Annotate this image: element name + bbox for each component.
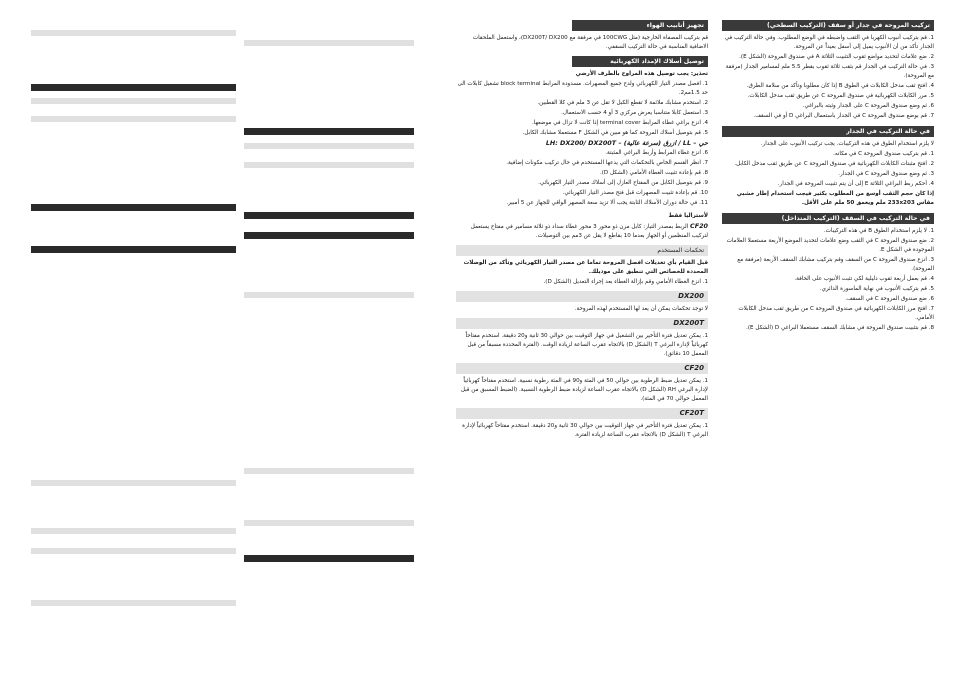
list-item: 7. قم بوضع صندوق المروحة C في الجدار باستعمال البراغي D أو في السقف. xyxy=(753,113,934,119)
paragraph: 1. يمكن تعديل فترة التأخير بين التشغيل في جهاز التوقيت بين حوالي 30 ثانية و20 دقيقة. استخدم مفتاحاً كهربائياً لإدارة البرغي T (الشكل D) بالاتجاه عقرب الساعة لزيادة الوقت. (الفترة المحددة مسبقاً من قبل المعمل 10 دقائق). xyxy=(465,333,708,357)
list-item: 5. مرر الكابلات الكهربائية في صندوق المروحة C عن طريق ثقب مدخل الكابلات. xyxy=(747,93,934,99)
paragraph: قبل القيام بأي تعديلات افصل المروحة تماما عن مصدر التيار الكهربائي وتأكد من الوصلات المحددة للخصائص التي تنطبق على موديلك. xyxy=(463,260,708,275)
page-stripe xyxy=(244,143,414,149)
list-item: 1. افصل مصدر التيار الكهربائي ولدح جمبع المصهرات. مسدودة المرابط block terminal تشغيل كابلات الى حد 1.5مم2. xyxy=(457,81,708,96)
list-item: 1. انزع الغطاء الأمامي وقم بإزالة الغطاء بعد إجراء التعديل (الشكل D). xyxy=(543,279,708,285)
list-item: 4. افتح ثقب مدخل الكابلات في الطوق B إذا كان مطلوبا وتأكد من سلامة الطرق. xyxy=(746,83,934,89)
australia-heading: لأستراليا فقط xyxy=(668,213,708,219)
list-item: 2. افتح مثبتات الكابلات الكهربائية في صندوق المروحة C عن طريق ثقب مدخل الكابل. xyxy=(734,161,934,167)
page-stripe xyxy=(244,292,414,298)
list-item: 3. ثم وضع صندوق المروحة C في الجدار. xyxy=(838,171,934,177)
list-item: 1. قم بتركيب أنبوب الكهربا في الثقب واضبطه في الوضع المطلوب. وفي حالة التركيب في الجدار تأكد من أن الأنبوب يميل إلى أسفل بعيداً عن المروحة. xyxy=(724,35,934,50)
list-item: 1. لا يلزم استخدام الطوق B في هذه التركيبات. xyxy=(823,228,934,234)
middle-column xyxy=(456,20,708,441)
list-item: 2. استخدم مشابك ملائمة لا تقطع الكبل لا تقل عن 3 ملم في كلا القطبين. xyxy=(537,100,708,106)
page-stripe xyxy=(244,212,414,219)
list-item: 2. ضع علامات لتحديد مواضع ثقوب التثبيت الثلاثة A في صندوق المروحة (الشكل E). xyxy=(739,54,934,60)
paragraph: لا توجد تحكمات يمكن أن يعد لها المستخدم لهذه المروحة. xyxy=(574,306,708,312)
section-header-wiring: توصيل أسلاك الإمداد الكهربائية xyxy=(572,56,708,67)
section-header-ceiling-mount: في حالة التركيب في السقف (التركيب المتداخل) xyxy=(722,213,934,224)
model-header-dx200: DX200 xyxy=(456,291,708,302)
model-header-cf20: CF20 xyxy=(456,363,708,374)
page-stripe xyxy=(31,528,236,534)
list-item: 6. ثم وضع صندوق المروحة C على الجدار وثبته بالبراغي. xyxy=(802,103,934,109)
paragraph: لا يلزم استخدام الطوق في هذه التركيبات. يجب تركيب الأنبوب على الجدار. xyxy=(760,141,934,147)
page-stripe xyxy=(244,128,414,135)
page-stripe xyxy=(244,555,414,562)
list-item: 2. ضع صندوق المروحة C في الثقب وضع علامات لتحديد الموضع الأربعة مستعملا العلامات الموجودة في الشكل E. xyxy=(726,238,934,253)
page-stripe xyxy=(244,232,414,239)
page-stripe xyxy=(31,246,236,253)
list-item: 10. قم بإعادة تثبيت المصهرات قبل فتح مصدر التيار الكهربائي. xyxy=(562,190,708,196)
paragraph: قم بتركيب المصفاة الخارجية (مثل 100CWG في مرفقة مع DX200T/ DX200)، واستعمل الملحقات الاضافية المناسبة في حالة التركيب السقفي. xyxy=(472,35,708,50)
page-stripe xyxy=(244,162,414,168)
page-stripe xyxy=(31,548,236,554)
list-item: 3. في حالة التركيب في الجدار قم بثقب ثلاثة ثقوب بقطر 5.5 ملم لمسامير الجدار (مرفقة مع المروحة). xyxy=(725,64,934,79)
paragraph: 1. يمكن تعديل فترة التأخير في جهاز التوقيت بين حوالي 30 ثانية و20 دقيقة. استخدم مفتاحاً كهربائياً لإدارة البرغي T (الشكل D) بالاتجاه عقرب الساعة لزيادة الفترة. xyxy=(462,423,708,438)
list-item: 9. قم بتوصيل الكابل من المفتاح العازل إلى أسلاك مصدر التيار الكهربائي. xyxy=(538,180,708,186)
paragraph: 1. يمكن تعديل ضبط الرطوبة بين حوالي 50 في المئة و90 في المئة رطوبة نسبية. استخدم مفتاحاً كهربائياً لإدارة البرغي RH (الشكل D) بالاتجاه عقرب الساعة لزيادة ضبط الرطوبة النسبية. (الضبط المسبق من قبل المعمل حوالي 70 في المئة). xyxy=(460,378,708,402)
warning-text: تحذير: يجب توصيل هذه المراوح بالطرف الأرضي xyxy=(575,71,708,77)
page-stripe xyxy=(31,116,236,122)
list-item: 1. قم بتركيب صندوق المروحة C في مكانه. xyxy=(833,151,934,157)
list-item: 4. انزع براغي غطاء المرابط terminal cover إذا كانت لا تزال في موضعها. xyxy=(532,120,708,126)
list-item: 8. قم بتثبيت صندوق المروحة في مشابك السقف مستعملا البراغي D (الشكل E). xyxy=(746,325,934,331)
paragraph: الربط بمصدر التيار: كابل مرن ذو محور 3 محور غطاء سداد ذو ثلاثة مسامير في مفتاح يستعمل لتركيب المنظمين أو الجهاز بعدما 10 بقاطع لا يقل عن 3مم بين التوصيلات. xyxy=(470,224,708,239)
page-stripe xyxy=(244,468,414,474)
paragraph: إذا كان حجم الثقب أوسع من المطلوب بكثير فيجب استخدام إطار خشبي مقاس 233x203 ملم ويعمق 50 ملم على الأقل. xyxy=(736,191,934,206)
section-header-user-controls: تحكمات المستخدم xyxy=(456,245,708,256)
section-header-air-ducts: تجهيز أنابيب الهواء xyxy=(572,20,708,31)
model-header-dx200t: DX200T xyxy=(456,318,708,329)
list-item: 4. أحكم ربط البراغي الثلاثة E إلى أن يتم تثبيت المروحة في الجدار. xyxy=(777,181,934,187)
page-stripe xyxy=(31,204,236,211)
page-stripe xyxy=(244,520,414,526)
list-item: 6. انزع غطاء المرابط وأربط البراغي المثبتة. xyxy=(605,150,708,156)
model-label: CF20 xyxy=(690,222,708,230)
list-item: 3. انزع صندوق المروحة C من السقف وقم بتركيب مشابك السقف الأربعة (مرفقة مع المروحة). xyxy=(737,257,934,272)
section-header-surface-mount: تركيب المروحة في جدار أو سقف (التركيب السطحي) xyxy=(722,20,934,31)
list-item: 6. ضع صندوق المروحة C في السقف. xyxy=(845,296,934,302)
models-line: حي – LL / ازرق (سرعة عالية) – LH: DX200/ DX200T xyxy=(545,139,708,147)
list-item: 7. افتح مرر الكابلات الكهربائية في صندوق المروحة C من طريق ثقب مدخل الكابلات الأمامي. xyxy=(738,306,934,321)
page-stripe xyxy=(31,98,236,104)
list-item: 8. قم بإعادة تثبيت الغطاء الأمامي (الشكل D). xyxy=(599,170,708,176)
right-column xyxy=(722,20,934,334)
page-stripe xyxy=(31,600,236,606)
page-stripe xyxy=(31,84,236,91)
page-stripe xyxy=(31,480,236,486)
list-item: 7. انظر القسم الخاص بالتحكمات التي يدعها المستخدم في حال تركيب مكونات إضافية. xyxy=(506,160,708,166)
list-item: 5. قم بتوصيل أسلاك المروحة كما هو مبين في الشكل F مستعملا مشابك الكابل. xyxy=(522,130,708,136)
page-stripe xyxy=(244,40,414,46)
section-header-wall-mount: في حالة التركيب في الجدار xyxy=(722,126,934,137)
list-item: 11. في حالة دوران الأسلاك الثابتة يجب ألا تزيد سعة المصهر الواقي للجهاز عن 5 أمبير. xyxy=(506,200,708,206)
model-header-cf20t: CF20T xyxy=(456,408,708,419)
list-item: 3. استعمل كابلا متناسبا يعرض مركزي 3 أو 4 حسب الاستعمال. xyxy=(561,110,708,116)
page-stripe xyxy=(31,30,236,36)
list-item: 4. قم بعمل أربعة ثقوب دليلية لكي تثبت الأنبوب على الحافة. xyxy=(794,276,934,282)
list-item: 5. قم بتركيب الأنبوب في نهاية الماسورة الدائري. xyxy=(819,286,934,292)
